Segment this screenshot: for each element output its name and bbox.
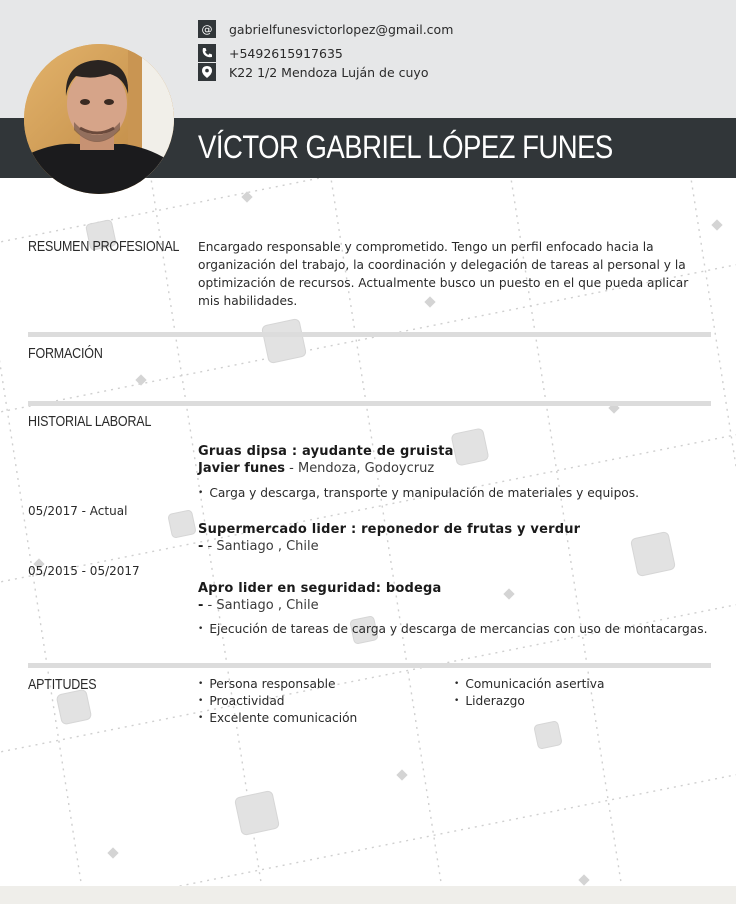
section-divider	[28, 332, 711, 337]
job-employer: -	[198, 539, 204, 554]
bullet-dot-icon: •	[454, 696, 460, 706]
contact-phone[interactable]	[198, 44, 343, 62]
bullet-dot-icon: •	[198, 696, 204, 706]
contact-email[interactable]	[198, 20, 453, 38]
skill-text: Proactividad	[209, 694, 285, 708]
skill-item	[454, 677, 604, 691]
job-bullet	[198, 486, 639, 500]
job-title: Apro lider en seguridad: bodega	[198, 581, 442, 596]
contact-email-text: gabrielfunesvictorlopez@gmail.com	[229, 21, 454, 37]
portrait-photo	[24, 44, 174, 194]
section-divider	[28, 663, 711, 668]
candidate-name: VÍCTOR GABRIEL LÓPEZ FUNES	[198, 129, 613, 165]
contact-phone-text: +5492615917635	[229, 45, 343, 61]
job-employer: Javier funes	[198, 461, 286, 476]
job-bullet	[198, 622, 707, 636]
skill-item	[198, 677, 336, 691]
phone-icon	[198, 44, 216, 62]
bullet-dot-icon: •	[454, 679, 460, 689]
skill-text: Comunicación asertiva	[465, 677, 605, 691]
skill-item	[198, 694, 285, 708]
job-location: - Santiago , Chile	[203, 539, 319, 554]
section-divider	[28, 401, 711, 406]
skill-text: Excelente comunicación	[209, 711, 358, 725]
job-bullet-text: Ejecución de tareas de carga y descarga de mercancias con uso de montacargas.	[209, 622, 708, 636]
summary-line: optimización de recursos. Actualmente busco un puesto en el que pueda aplicar	[198, 276, 689, 290]
job-company	[198, 539, 319, 554]
job-title: Supermercado lider : reponedor de frutas y verdur	[198, 522, 581, 537]
section-heading-aptitudes: APTITUDES	[28, 677, 97, 693]
profile-photo	[24, 44, 174, 194]
summary-text	[198, 238, 698, 310]
contact-address-text: K22 1/2 Mendoza Luján de cuyo	[229, 64, 429, 80]
skill-item	[454, 694, 525, 708]
job-location: - Mendoza, Godoycruz	[285, 461, 435, 476]
job-location: - Santiago , Chile	[203, 598, 319, 613]
summary-line: Encargado responsable y comprometido. Tengo un perfil enfocado hacia la	[198, 240, 654, 254]
at-icon: @	[198, 20, 216, 38]
contact-address	[198, 63, 428, 81]
section-heading-formacion: FORMACIÓN	[28, 346, 103, 362]
section-heading-resumen: RESUMEN PROFESIONAL	[28, 239, 180, 255]
job-date: 05/2015 - 05/2017	[28, 564, 140, 578]
job-bullet-text: Carga y descarga, transporte y manipulación de materiales y equipos.	[209, 486, 639, 500]
job-company	[198, 598, 319, 613]
location-pin-icon	[198, 63, 216, 81]
bullet-dot-icon: •	[198, 624, 204, 634]
section-heading-historial: HISTORIAL LABORAL	[28, 414, 152, 430]
skill-text: Persona responsable	[209, 677, 336, 691]
skill-item	[198, 711, 357, 725]
bullet-dot-icon: •	[198, 713, 204, 723]
summary-line: organización del trabajo, la coordinación y delegación de tareas al personal y la	[198, 258, 686, 272]
job-company	[198, 461, 434, 476]
skill-text: Liderazgo	[465, 694, 525, 708]
job-employer: -	[198, 598, 204, 613]
job-title: Gruas dipsa : ayudante de gruista	[198, 444, 454, 459]
bullet-dot-icon: •	[198, 488, 204, 498]
summary-line: mis habilidades.	[198, 294, 298, 308]
bullet-dot-icon: •	[198, 679, 204, 689]
job-date: 05/2017 - Actual	[28, 504, 128, 518]
